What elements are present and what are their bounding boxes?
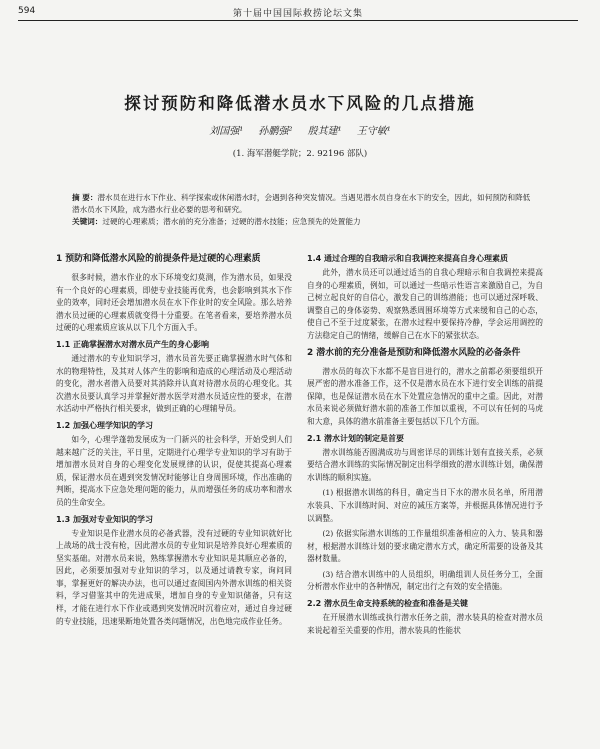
abstract [72, 192, 536, 216]
section-2-paragraph: 潜水员的每次下水都不是盲目进行的，潜水之前都必须要组织开展严密的潜水准备工作，这不仅是潜水员在水下进行安全训练的前提保障，也是保证潜水员在水下处置应急情况的重中之重。因此，对潜水员来说必须做好潜水前的准备工作加以重视，不可以有任何的马虎和大意，具体的潜水前准备主要包括以下几个方面。 [307, 366, 543, 426]
left-column [56, 250, 292, 631]
abstract-block [72, 192, 536, 228]
abstract-label: 摘 要： [72, 193, 98, 202]
section-1-2-paragraph: 如今，心理学蓬勃发展成为一门新兴的社会科学，开始受到人们越来越广泛的关注，平日里，定期进行心理学专业知识的学习有助于增加潜水员对自身的心理变化发展规律的认识，促使其提高心理素质，保证潜水员在遇到突发情况时能够让自身周围环境，作出准确的判断，提高水下应急处理问题的能力，从而增强任务的成功率和潜水员的生命安全。 [56, 434, 292, 507]
keywords-label: 关键词： [72, 217, 103, 226]
section-2-1-heading: 2.1 潜水计划的制定是首要 [307, 433, 404, 443]
section-1-2-heading: 1.2 加强心理学知识的学习 [56, 420, 153, 430]
abstract-text: 潜水员在进行水下作业、科学探索或休闲潜水时，会遇到各种突发情况。当遇见潜水员自身在水下的安全，因此，如何预防和降低潜水员水下风险，成为潜水行业必要的思考和研究。 [72, 193, 531, 214]
section-2-2-heading: 2.2 潜水员生命支持系统的检查和准备是关键 [307, 599, 468, 609]
header-rule [18, 20, 578, 21]
section-2-heading: 2 潜水前的充分准备是预防和降低潜水风险的必备条件 [307, 347, 521, 358]
section-1-heading: 1 预防和降低潜水风险的前提条件是过硬的心理素质 [56, 254, 261, 264]
author-list: 刘国强¹ 孙鹏强² 殷其建¹ 王守敏¹ [209, 126, 391, 137]
section-1-4-heading: 1.4 通过合理的自我暗示和自我调控来提高自身心理素质 [307, 254, 508, 263]
paper-title: 探讨预防和降低潜水员水下风险的几点措施 [124, 94, 476, 113]
section-2-1-item-1: (1) 根据潜水训练的科目，确定当日下水的潜水员名单，所用潜水装具、下水训练时间、对应的减压方案等，并根据具体情况进行予以调整。 [307, 488, 543, 523]
right-column [307, 250, 543, 640]
section-1-paragraph: 很多时候，潜水作业的水下环境变幻莫测，作为潜水员，如果没有一个良好的心理素质，即使专业技能再优秀，也会影响到其水下作业的效率，同时还会增加潜水员在水下作业时的安全风险。那么培养潜水员过硬的心理素质就变得十分重要。在笔者看来，要培养潜水员过硬的心理素质应该从以下几个方面入手。 [56, 273, 292, 333]
section-2-1-item-3: (3) 结合潜水训练中的人员组织，明确组训人员任务分工，全面分析潜水作业中的各种情况，制定出行之有效的安全措施。 [307, 569, 543, 592]
section-1-1-paragraph: 通过潜水的专业知识学习，潜水员首先要正确掌握潜水时气体和水的物理特性，及其对人体产生的影响和造成的心理活动及心理活动的变化，潜水者潜入员要对其消除并认真对待潜水员的心理变化。其次潜水员要认真学习并掌握好潜水医学对潜水员适应性的要求，在潜水活动中严格执行相关要求，做到正确的心理辅导员。 [56, 353, 292, 414]
section-1-3-heading: 1.3 加强对专业知识的学习 [56, 514, 153, 524]
journal-title: 第十届中国国际救捞论坛文集 [232, 9, 363, 19]
page-number: 594 [18, 6, 36, 16]
section-2-1-item-2: (2) 依据实际潜水训练的工作量组织准备相应的入力、装具和器材，根据潜水训练计划的要求确定潜水方式，确定所需要的设备及其器材数量。 [307, 529, 543, 564]
section-2-1-paragraph: 潜水训练能否圆满成功与周密详尽的训练计划有直接关系，必须要结合潜水训练的实际情况制定出科学细致的潜水训练计划，确保潜水训练的顺利实施。 [307, 447, 543, 482]
section-2-2-paragraph: 在开展潜水训练或执行潜水任务之前，潜水装具的检查对潜水员来说起着至关重要的作用，潜水装具的性能状 [307, 613, 543, 635]
section-1-1-heading: 1.1 正确掌握潜水对潜水员产生的身心影响 [56, 339, 209, 349]
keywords-text: 过硬的心理素质；潜水前的充分准备；过硬的潜水技能；应急预先的处置能力 [102, 217, 361, 226]
keywords [72, 216, 536, 228]
affiliation: (1. 海军潜艇学院；2. 92196 部队) [232, 149, 368, 159]
section-1-4-paragraph: 此外，潜水员还可以通过适当的自我心理暗示和自我调控来提高自身的心理素质，例如，可以通过一些暗示性语言来激励自己，为自己树立起良好的自信心，激发自己的训练潜能；也可以通过深呼吸、调整自己的身体姿势、观察熟悉周围环境等方式来缓和自己的心态，使自己不至于过度紧张，在潜水过程中要保持冷静，学会运用调控的方法稳定自己的情绪，缓解自己在水下的紧张状态。 [307, 268, 543, 340]
section-1-3-paragraph: 专业知识是作业潜水员的必备武器，没有过硬的专业知识就好比上战场的战士没有枪，因此潜水员的专业知识是培养良好心理素质的坚实基础。对潜水员来说，熟练掌握潜水专业知识是其顺应必备的，因此，必须要加强对专业知识的学习，以及通过请教专家，询问同事，掌握更好的解决办法，也可以通过查阅国内外潜水训练的相关资料，学习借鉴其中的先进成果，增加自身的专业知识储备，只有这样，才能在进行水下作业或遇到突发情况时沉着应对，通过自身过硬的专业技能，迅速果断地处置各类问题情况，出色地完成作业任务。 [56, 528, 292, 626]
